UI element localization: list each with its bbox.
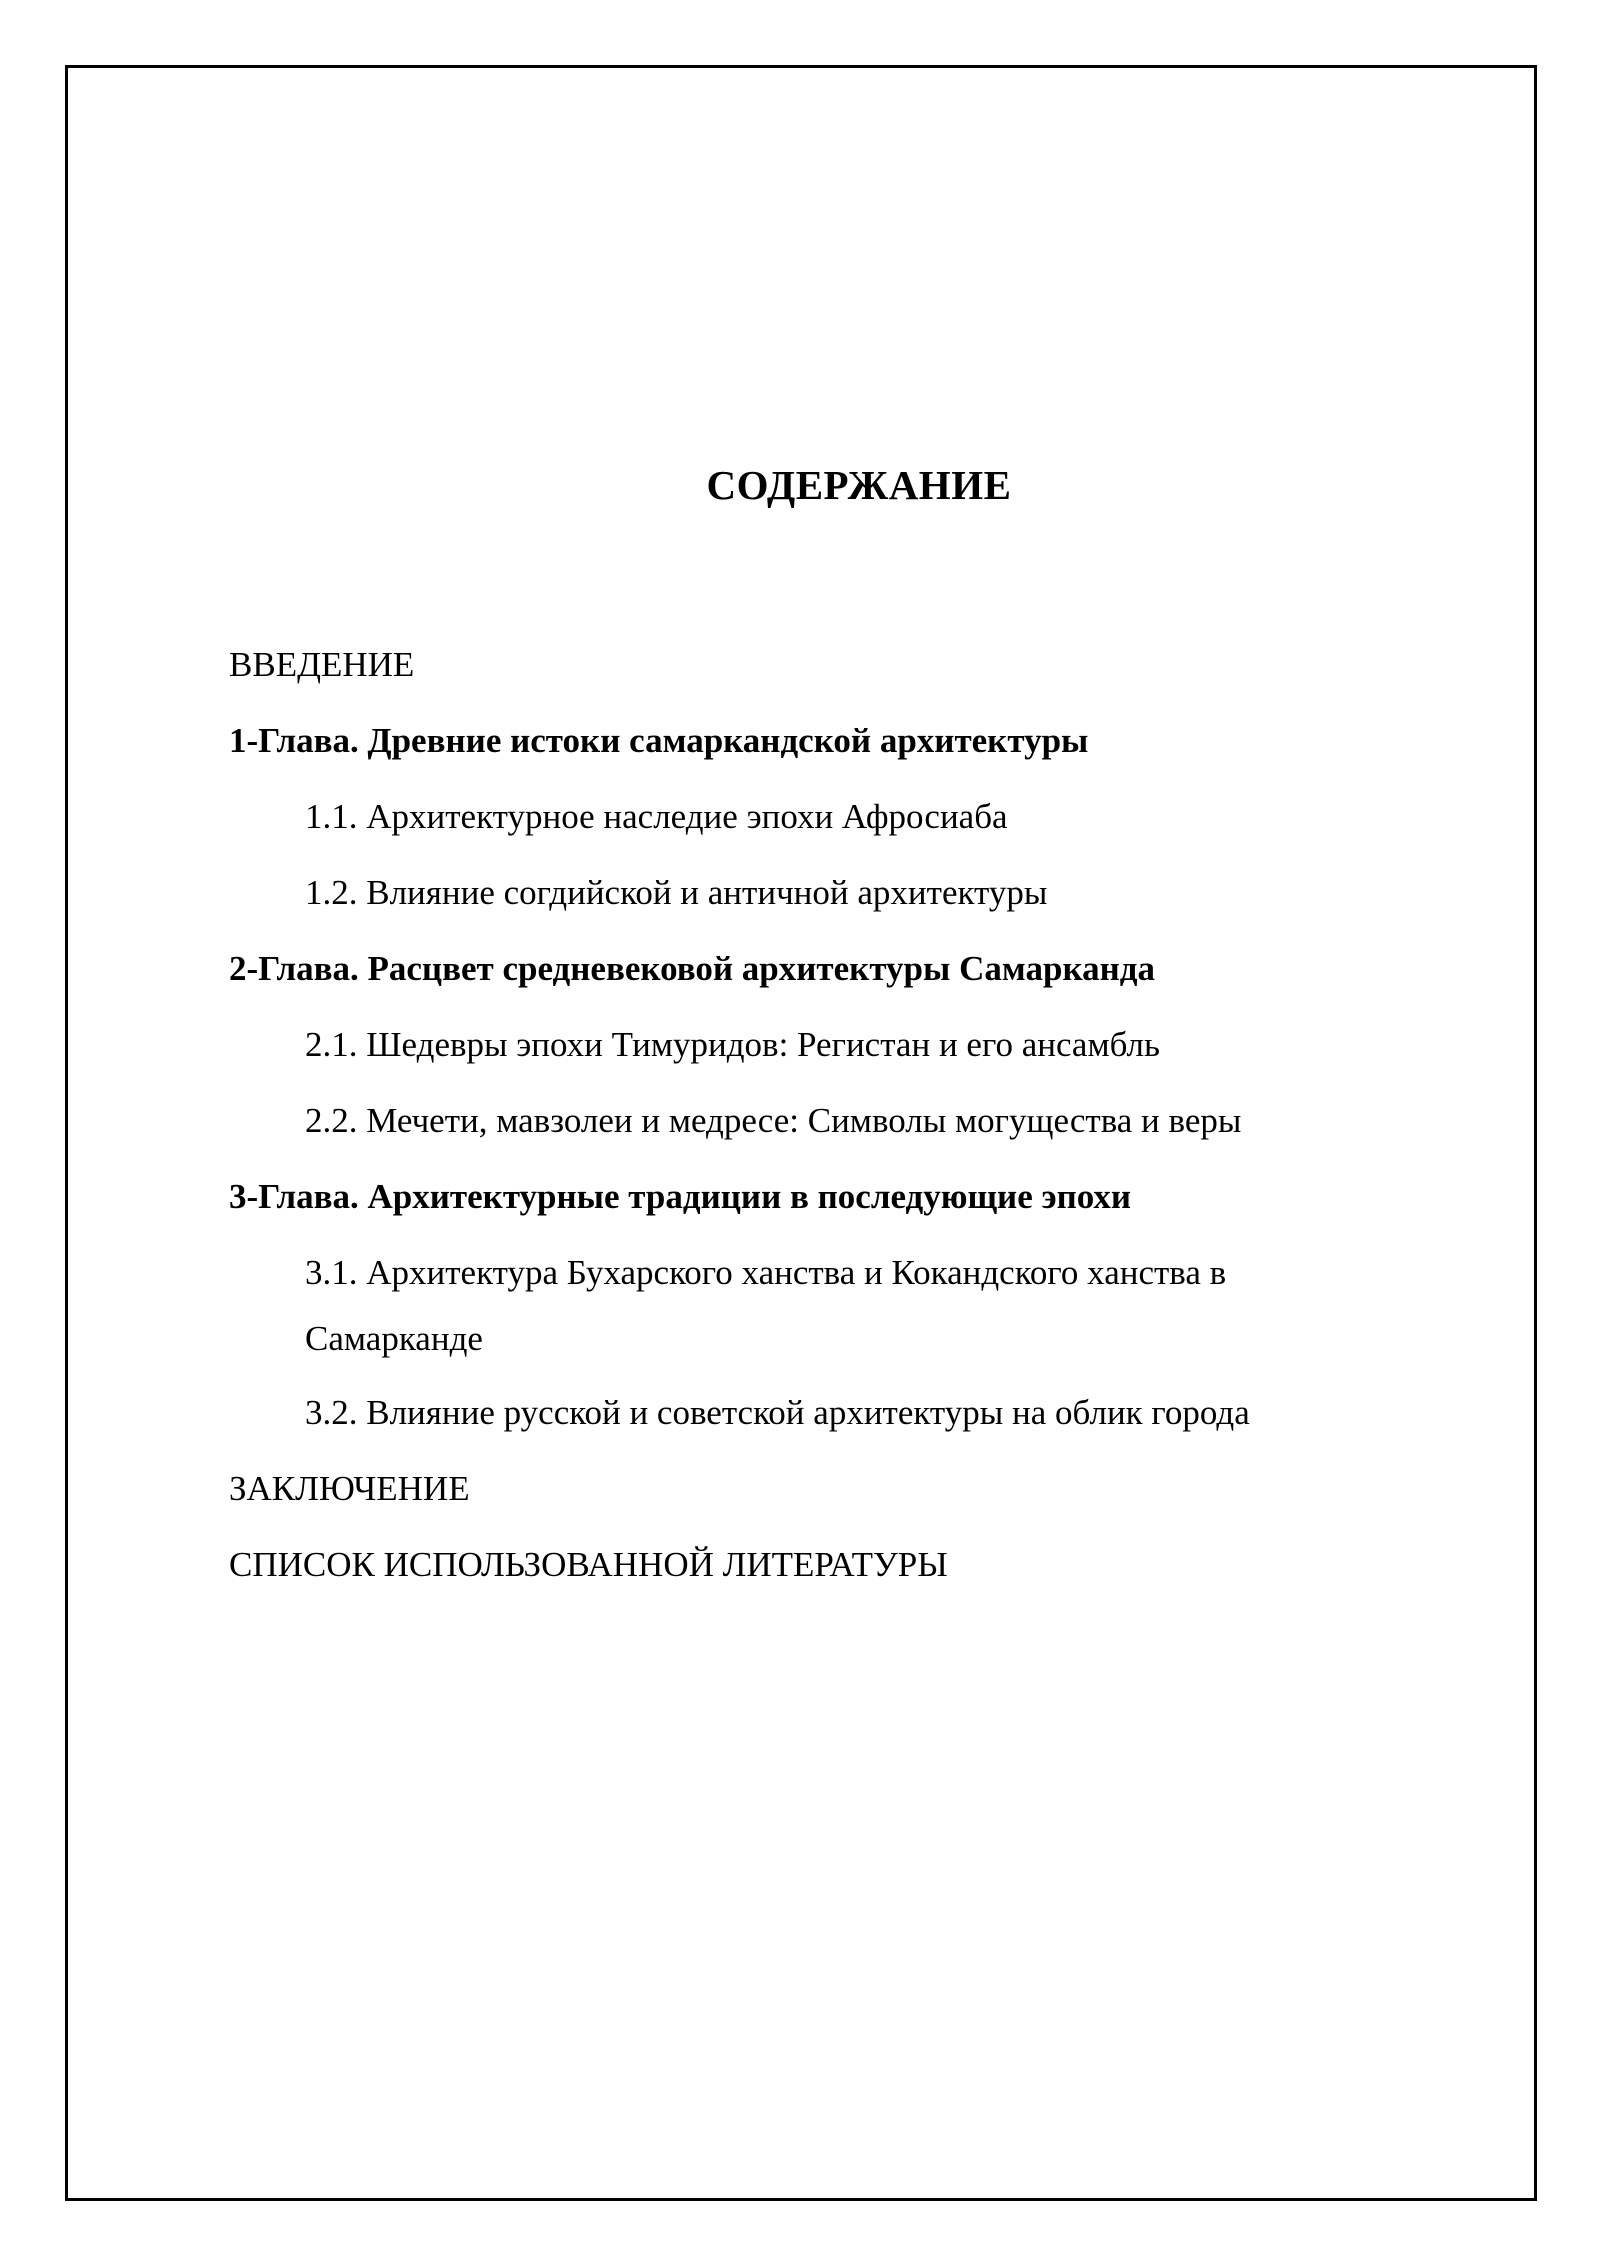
toc-section-3-1: 3.1. Архитектура Бухарского ханства и Кокандского ханства в Самарканде: [305, 1253, 1227, 1358]
page-title: СОДЕРЖАНИЕ: [706, 462, 1012, 508]
toc-section-3-2: 3.2. Влияние русской и советской архитектуры на облик города: [305, 1393, 1250, 1432]
toc-entry-conclusion: ЗАКЛЮЧЕНИЕ: [229, 1469, 470, 1508]
toc-entry-references: СПИСОК ИСПОЛЬЗОВАННОЙ ЛИТЕРАТУРЫ: [229, 1545, 948, 1584]
toc-entry-introduction: ВВЕДЕНИЕ: [229, 645, 415, 684]
toc-chapter-3: 3-Глава. Архитектурные традиции в последующие эпохи: [229, 1177, 1132, 1216]
toc-chapter-1: 1-Глава. Древние истоки самаркандской архитектуры: [229, 721, 1089, 760]
toc-section-2-1: 2.1. Шедевры эпохи Тимуридов: Регистан и его ансамбль: [305, 1025, 1160, 1064]
toc-section-1-1: 1.1. Архитектурное наследие эпохи Афросиаба: [305, 797, 1008, 836]
toc-section-1-2: 1.2. Влияние согдийской и античной архитектуры: [305, 873, 1048, 912]
toc-chapter-2: 2-Глава. Расцвет средневековой архитектуры Самарканда: [229, 949, 1155, 988]
toc-section-2-2: 2.2. Мечети, мавзолеи и медресе: Символы могущества и веры: [305, 1101, 1242, 1140]
